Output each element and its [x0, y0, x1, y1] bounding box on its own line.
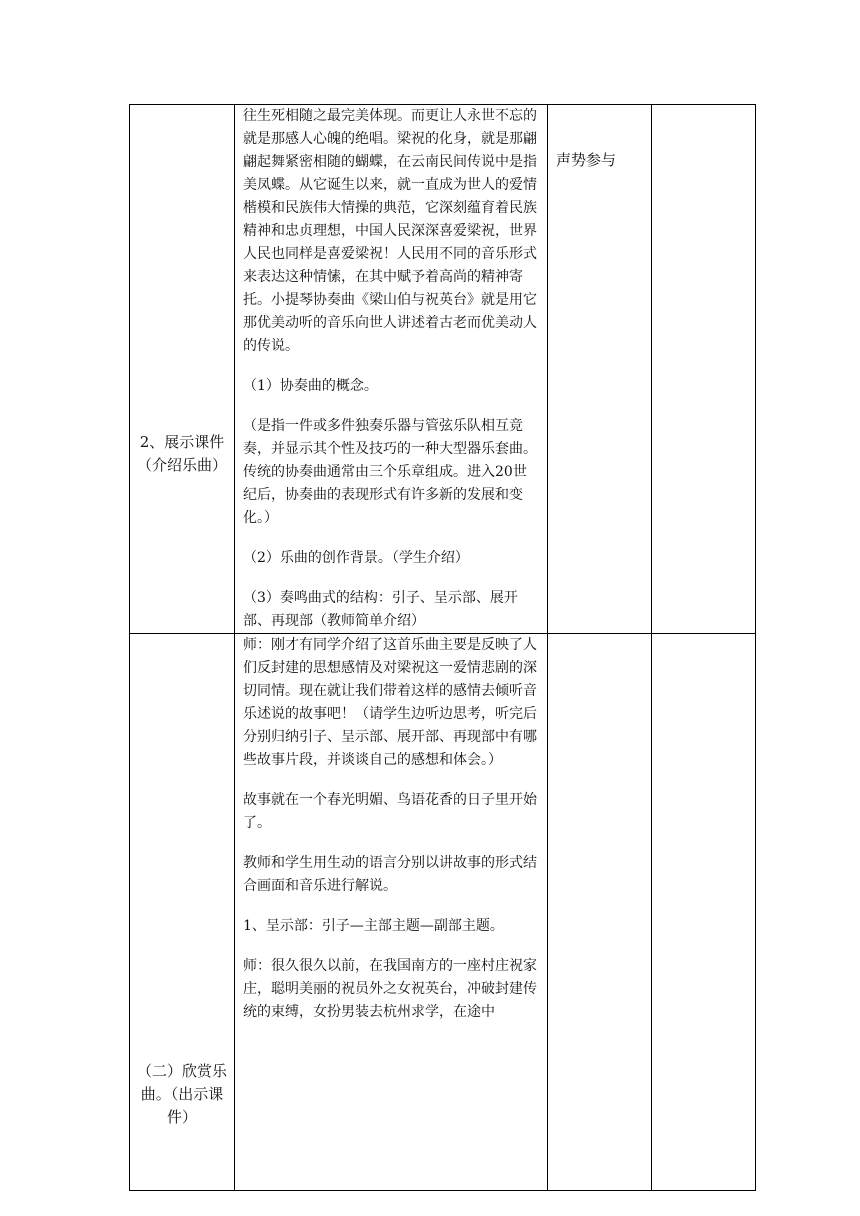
- teacher-activity-cell: [235, 634, 548, 1191]
- table-row: [130, 634, 756, 1191]
- student-activity-text: 声势参与: [556, 151, 617, 169]
- step-label: [130, 431, 234, 477]
- step-label-line: 件）: [166, 1108, 197, 1126]
- teacher-activity-cell: [235, 105, 548, 634]
- step-label-line: （介绍乐曲）: [136, 456, 227, 474]
- step-label-line: （二）欣赏乐: [136, 1062, 227, 1080]
- paragraph: 1、呈示部：引子—主部主题—副部主题。: [243, 918, 504, 934]
- paragraph: 师：很久很久以前，在我国南方的一座村庄祝家庄，聪明美丽的祝员外之女祝英台，冲破封建传统的束缚，女扮男装去杭州求学，在途中: [243, 958, 537, 1020]
- table-row: [130, 105, 756, 634]
- paragraph: 教师和学生用生动的语言分别以讲故事的形式结合画面和音乐进行解说。: [243, 855, 537, 894]
- note-cell: [652, 634, 756, 1191]
- step-label-line: 2、展示课件: [139, 433, 225, 451]
- paragraph: （是指一件或多件独奏乐器与管弦乐队相互竞奏，并显示其个性及技巧的一种大型器乐套曲。传统的协奏曲通常由三个乐章组成。进入20世纪后，协奏曲的表现形式有许多新的发展和变化。）: [243, 418, 537, 526]
- lesson-plan-table: [129, 104, 756, 1191]
- step-cell: [130, 634, 235, 1191]
- step-cell: [130, 105, 235, 634]
- student-activity-cell: [548, 634, 652, 1191]
- paragraph: （2）乐曲的创作背景。（学生介绍）: [243, 550, 469, 566]
- note-cell: [652, 105, 756, 634]
- paragraph: 往生死相随之最完美体现。而更让人永世不忘的就是那感人心魄的绝唱。梁祝的化身，就是那翩翩起舞紧密相随的蝴蝶，在云南民间传说中是指美凤蝶。从它诞生以来，就一直成为世人的爱情楷模和民族伟大情操的典范，它深刻蕴育着民族精神和忠贞理想，中国人民深深喜爱梁祝，世界人民也同样是喜爱梁祝！人民用不同的音乐形式来表达这种情愫，在其中赋予着高尚的精神寄托。小提琴协奏曲《梁山伯与祝英台》就是用它那优美动听的音乐向世人讲述着古老而优美动人的传说。: [243, 108, 537, 354]
- step-label-line: 曲。（出示课: [140, 1085, 224, 1103]
- paragraph: （1）协奏曲的概念。: [243, 378, 378, 394]
- paragraph: 故事就在一个春光明媚、鸟语花香的日子里开始了。: [243, 792, 537, 831]
- student-activity-cell: [548, 105, 652, 634]
- paragraph: 师：刚才有同学介绍了这首乐曲主要是反映了人们反封建的思想感情及对梁祝这一爱情悲剧的深切同情。现在就让我们带着这样的感情去倾听音乐述说的故事吧！（请学生边听边思考，听完后分别归纳引子、呈示部、展开部、再现部中有哪些故事片段，并谈谈自己的感想和体会。）: [243, 637, 537, 768]
- step-label: [130, 1060, 234, 1129]
- paragraph: （3）奏鸣曲式的结构：引子、呈示部、展开部、再现部（教师简单介绍）: [243, 590, 518, 629]
